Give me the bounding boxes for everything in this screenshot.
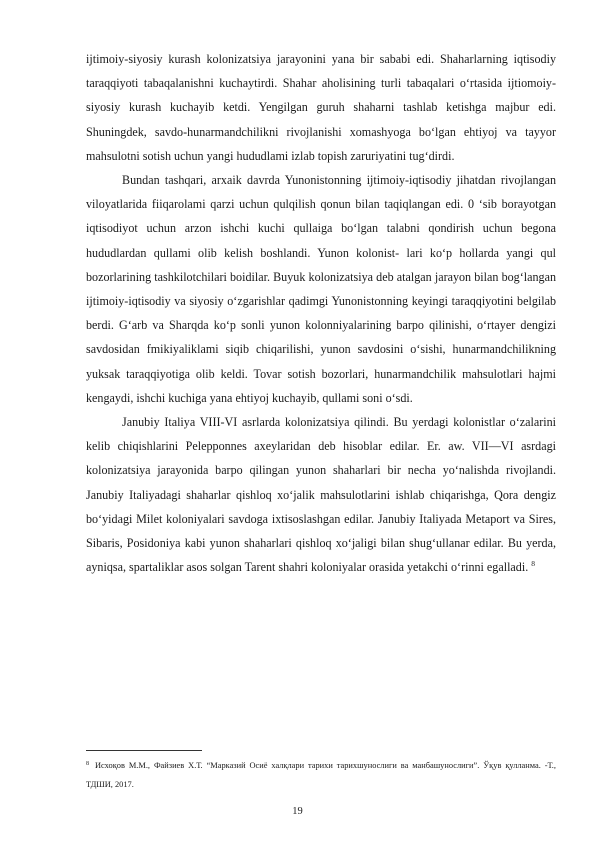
footnote-text: Исхоқов М.М., Файзиев Х.Т. “Марказий Осиё халқлари тарихи тарихшунослиги ва манбашунослиги”. Ўқув қулланма. -Т., ТДШИ, 2017. [86,761,556,789]
footnote-reference[interactable]: 8 [531,559,536,569]
paragraph-1 [86,47,556,168]
paragraph-2 [86,168,556,410]
paragraph-2-text: Bundan tashqari, arxaik davrda Yunonistonning ijtimoiy-iqtisodiy jihatdan rivojlangan viloyatlarida fiiqarolami qarzi uchun qulqilish qonun bilan taqiqlangan edi. 0 ‘sib borayotgan iqtisodiyot uchun arzon ishchi kuchi qullaiga bo‘lgan talabni qondirish uchun begona hududlardan qullami olib kelish boshlandi. Yunon kolonist- lari ko‘p hollarda yangi qul bozorlarining tashkilotchilari boidilar. Buyuk kolonizatsiya deb atalgan jarayon bilan bog‘langan ijtimoiy-iqtisodiy va siyosiy o‘zgarishlar qadimgi Yunonistonning keyingi taraqqiyotini belgilab berdi. G‘arb va Sharqda ko‘p sonli yunon kolonniyalarining barpo qilinishi, o‘rtayer dengizi savdosidan fmikiyaliklami siqib chiqarilishi, yunon savdosini o‘sishi, hunarmandchilikning yuksak taraqqiyotiga olib keldi. Tovar sotish bozorlari, hunarmandchilik mahsulotlari hajmi kengaydi, ishchi kuchiga yana ehtiyoj kuchayib, qullami soni o‘sdi. [86,173,556,405]
page-number: 19 [292,806,303,817]
paragraph-3 [86,410,556,579]
paragraph-3-text: Janubiy Italiya VIII-VI asrlarda kolonizatsiya qilindi. Bu yerdagi kolonistlar o‘zalarini kelib chiqishlarini Pelepponnes axeylaridan deb hisoblar edilar. Er. aw. VII—VI asrdagi kolonizatsiya jarayonida barpo qilingan yunon shaharlari bir necha yo‘nalishda rivojlandi. Janubiy Italiyadagi shaharlar qishloq xo‘jalik mahsulotlarini ishlab chiqarishga, Qora dengiz bo‘yidagi Milet koloniyalari savdoga ixtisoslashgan edilar. Janubiy Italiyada Metaport va Sires, Sibaris, Posidoniya kabi yunon shaharlari qishloq xo‘jaligi bilan shug‘ullanar edilar. Bu yerda, ayniqsa, spartaliklar asos solgan Tarent shahri koloniyalar orasida yetakchi o‘rinni egalladi. [86,415,556,575]
paragraph-1-text: ijtimoiy-siyosiy kurash kolonizatsiya jarayonini yana bir sababi edi. Shaharlarning iqtisodiy taraqqiyoti tabaqalanishni kuchaytirdi. Shahar aholisining turli tabaqalari o‘rtasida ijtiomoiy-siyosiy kurash kuchayib ketdi. Yengilgan guruh shaharni tashlab ketishga majbur edi. Shuningdek, savdo-hunarmandchilikni rivojlanishi xomashyoga bo‘lgan ehtiyoj va tayyor mahsulotni sotish uchun yangi hududlami izlab topish zaruriyatini tug‘dirdi. [86,52,556,163]
footnote-mark: 8 [86,761,89,767]
footnote-divider [86,750,202,751]
footnote [86,756,556,794]
page-body [86,47,556,579]
